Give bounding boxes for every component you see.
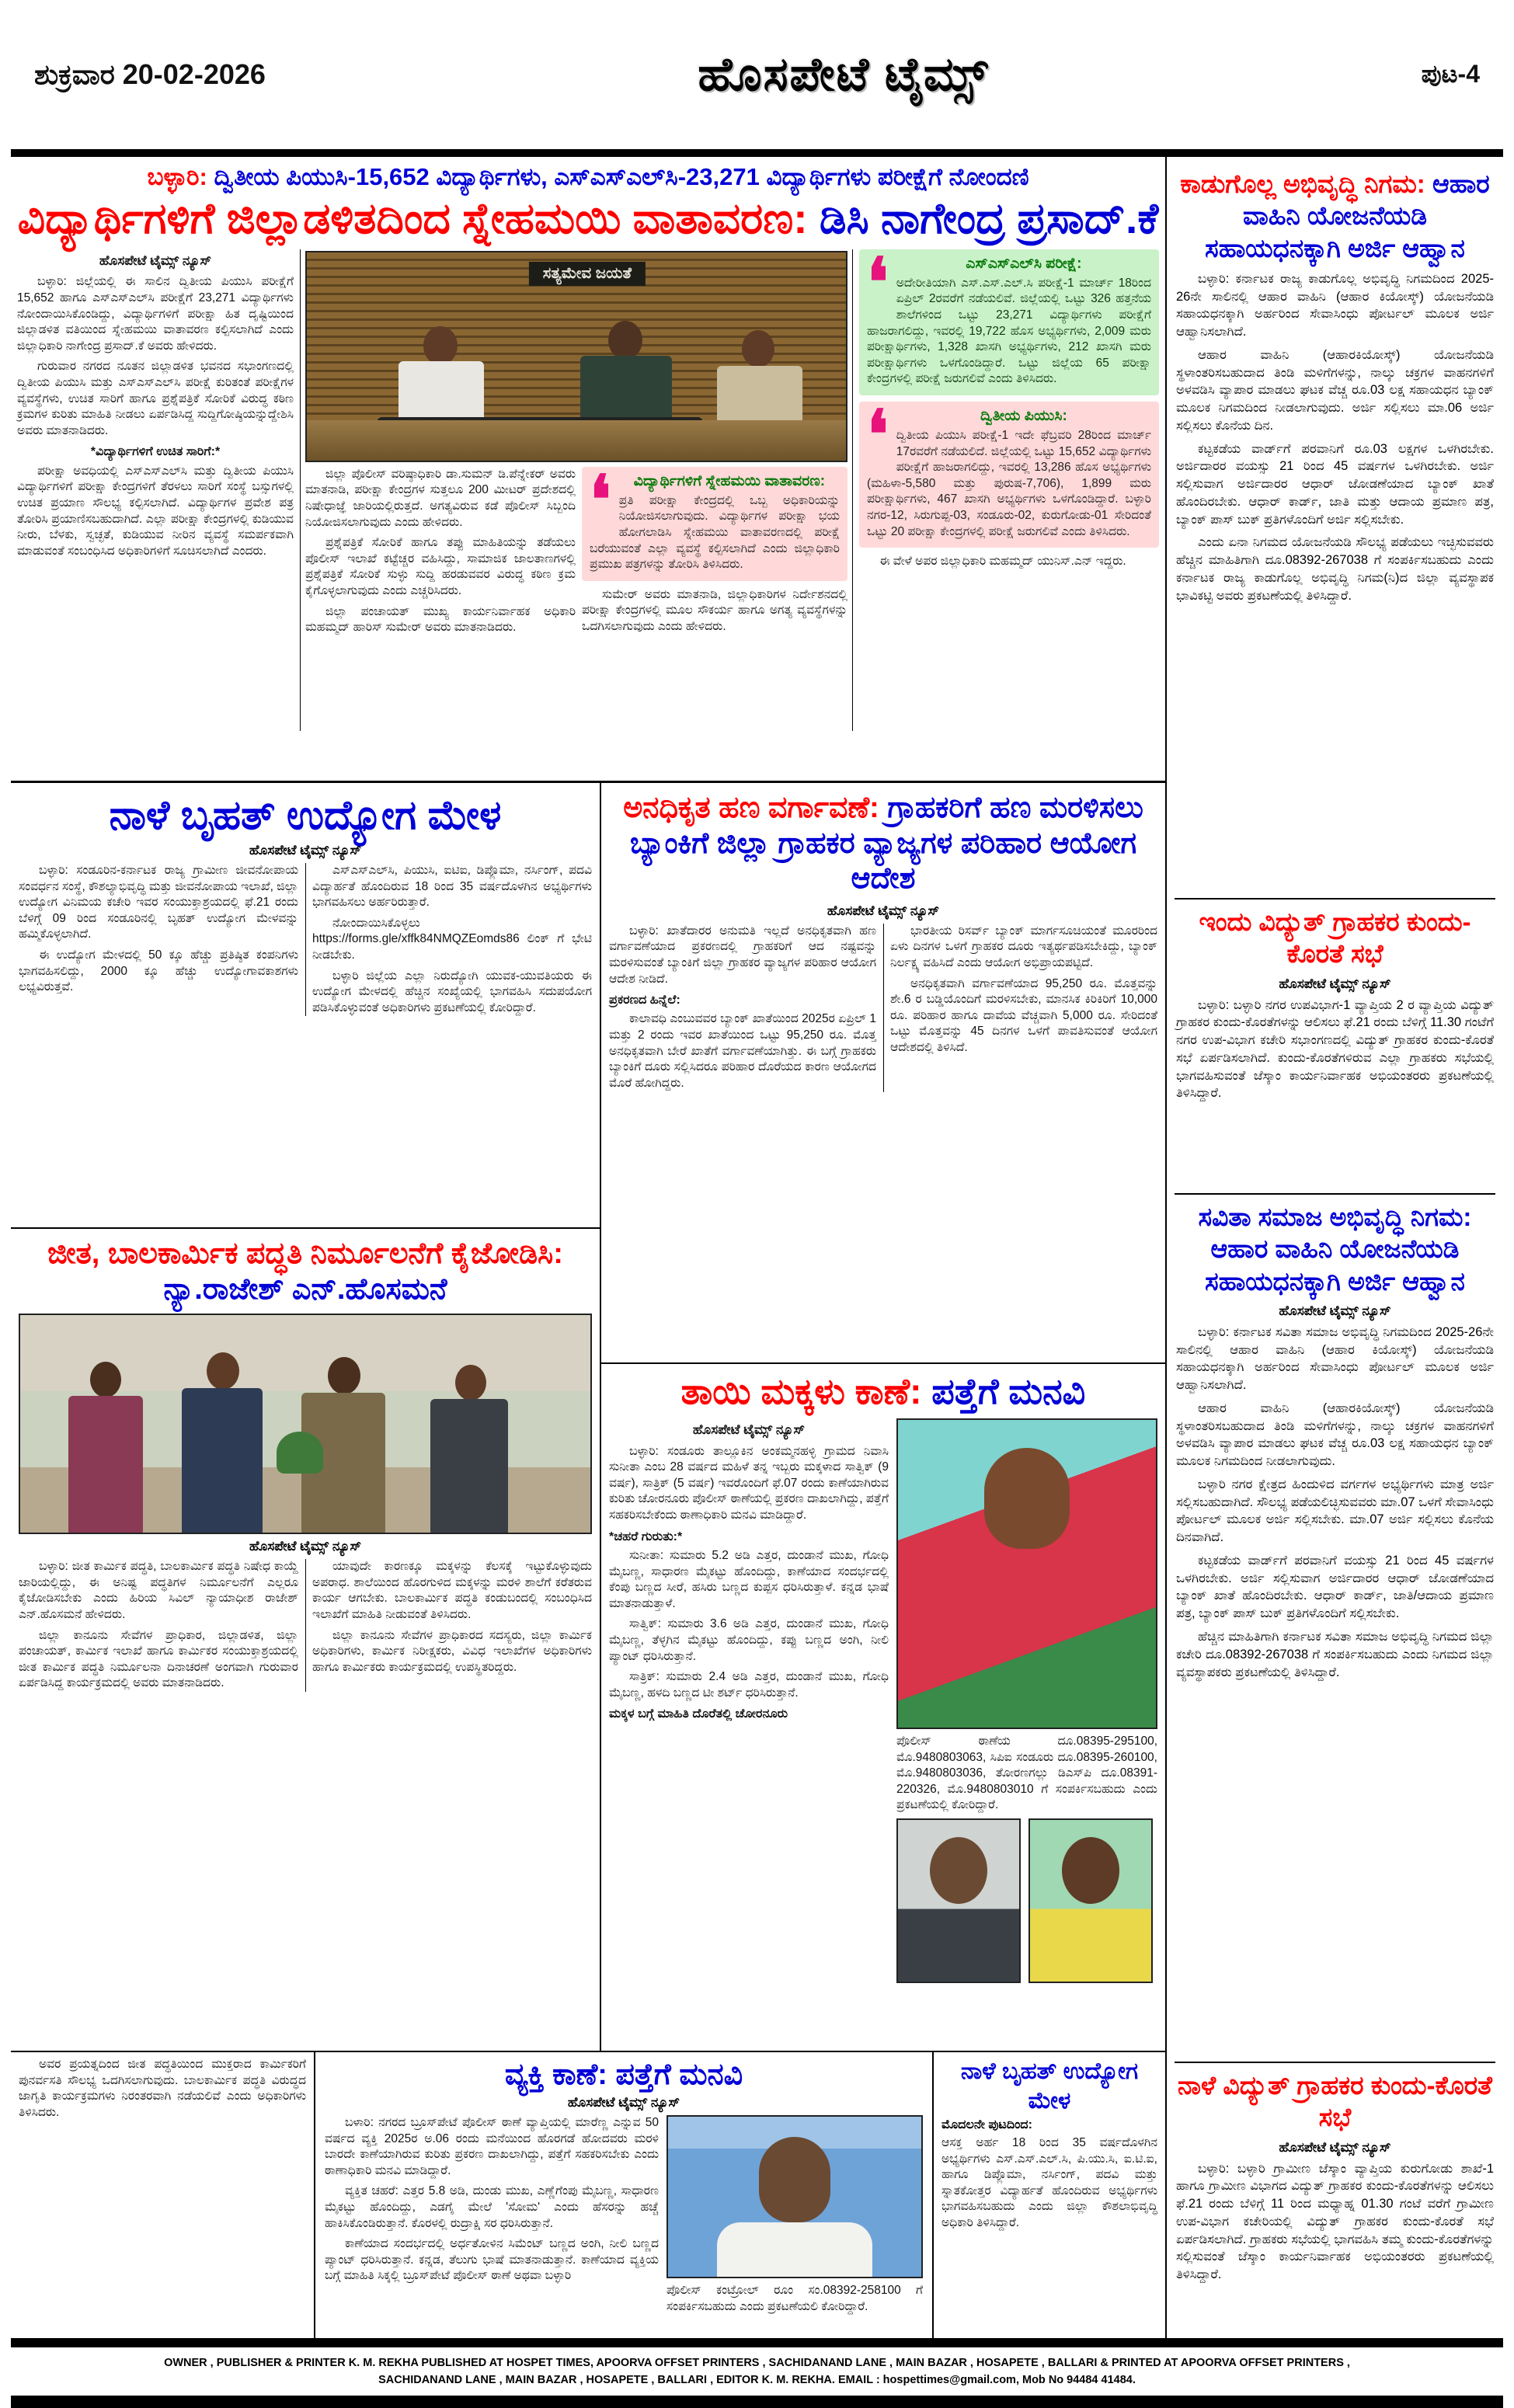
person-silhouette xyxy=(759,2137,830,2222)
job-fair-paragraph: ಈ ಉದ್ಯೋಗ ಮೇಳದಲ್ಲಿ 50 ಕ್ಕೂ ಹೆಚ್ಚು ಪ್ರತಿಷ್ಠಿತ ಕಂಪನಿಗಳು ಭಾಗವಹಿಸಲಿದ್ದು, 2000 ಕ್ಕೂ ಹೆಚ್ಚು ಉದ್ಯೋಗಾವಕಾಶಗಳು ಲಭ್ಯವಿರುತ್ತವೆ. xyxy=(19,948,298,994)
missing-person-text xyxy=(325,2115,667,2319)
kadugolla-paragraph: ಕಟ್ಟಕಡೆಯ ವಾರ್ಡ್‌ಗೆ ಪರವಾನಿಗೆ ರೂ.03 ಲಕ್ಷಗಳ ಒಳಗಿರಬೇಕು. ಅರ್ಜಿದಾರರ ವಯಸ್ಸು 21 ರಿಂದ 45 ವರ್ಷಗಳ ಒಳಗಿರಬೇಕು. ಅರ್ಜಿ ಸಲ್ಲಿಸುವಾಗ ಅರ್ಜಿದಾರರ ಆಧಾರ್ ಜೋಡಣೆಯಾದ ಬ್ಯಾಂಕ್ ಖಾತೆ ಹೊಂದಿರಬೇಕು. ಆಧಾರ್ ಕಾರ್ಡ್, ಜಾತಿ ಮತ್ತು ಆದಾಯ ಪ್ರಮಾಣ ಪತ್ರ, ಬ್ಯಾಂಕ್ ಪಾಸ್ ಬುಕ್ ಪ್ರತಿಗಳೊಂದಿಗೆ ಅರ್ಜಿ ಸಲ್ಲಿಸಬೇಕು. xyxy=(1176,441,1494,527)
missing-person-headline: ವ್ಯಕ್ತಿ ಕಾಣೆ: ಪತ್ತೆಗೆ ಮನವಿ xyxy=(504,2058,743,2091)
masthead-bar xyxy=(11,0,1503,149)
today-meeting-body xyxy=(1176,997,1494,1103)
missing-boy1-photo xyxy=(896,1818,1021,1983)
byline: ಹೊಸಪೇಟೆ ಟೈಮ್ಸ್ ನ್ಯೂಸ್ xyxy=(249,843,362,858)
kadugolla-headline xyxy=(1176,168,1494,264)
page-number: ಪುಟ-4 xyxy=(1421,60,1480,88)
missing-layout xyxy=(609,1418,1157,1983)
lead-headline xyxy=(11,194,1165,242)
savita-paragraph: ಬಳ್ಳಾರಿ: ಕರ್ನಾಟಕ ಸವಿತಾ ಸಮಾಜ ಅಭಿವೃದ್ಧಿ ನಿಗಮದಿಂದ 2025-26ನೇ ಸಾಲಿನಲ್ಲಿ ಆಹಾರ ವಾಹಿನಿ (ಆಹಾರ ಕಿಯೋಸ್ಕ್) ಯೋಜನೆಯಡಿ ಸಹಾಯಧನಕ್ಕಾಗಿ ಅರ್ಹರಿಂದ ಸೇವಾಸಿಂಧು ಪೋರ್ಟಲ್ ಮೂಲಕ ಅರ್ಜಿ ಆಹ್ವಾನಿಸಲಾಗಿದೆ. xyxy=(1176,1324,1494,1393)
tomorrow-meeting-body xyxy=(1176,2160,1494,2284)
imprint-text xyxy=(11,2347,1503,2396)
person-silhouette xyxy=(717,2222,872,2277)
missing-person-contact-text: ಪೊಲೀಸ್ ಕಂಟ್ರೋಲ್ ರೂಂ ಸಂ.08392-258100 ಗೆ ಸಂಪರ್ಕಿಸಬಹುದು ಎಂದು ಪ್ರಕಟಣೆಯಲಿ ಕೋರಿದ್ದಾರೆ. xyxy=(667,2284,923,2313)
byline: ಹೊಸಪೇಟೆ ಟೈಮ್ಸ್ ನ್ಯೂಸ್ xyxy=(99,252,212,268)
quote-box-body: ಪ್ರತಿ ಪರೀಕ್ಷಾ ಕೇಂದ್ರದಲ್ಲಿ ಒಬ್ಬ ಅಧಿಕಾರಿಯನ್ನು ನಿಯೋಜಿಸಲಾಗುವುದು. ವಿದ್ಯಾರ್ಥಿಗಳ ಪರೀಕ್ಷಾ ಭಯ ಹೋಗಲಾಡಿಸಿ ಸ್ನೇಹಮಯಿ ವಾತಾವರಣದಲ್ಲಿ ಪರೀಕ್ಷೆ ಬರೆಯುವಂತೆ ಎಲ್ಲಾ ವ್ಯವಸ್ಥೆ ಕಲ್ಪಿಸಲಾಗಿದೆ ಎಂದು ಜಿಲ್ಲಾಧಿಕಾರಿ ಪ್ರಮುಖ ಪತ್ರಗಳನ್ನು ತೋರಿಸಿ ತಿಳಿಸಿದರು. xyxy=(590,493,840,572)
savita-paragraph: ಬಳ್ಳಾರಿ ನಗರ ಕ್ಷೇತ್ರದ ಹಿಂದುಳಿದ ವರ್ಗಗಳ ಅಭ್ಯರ್ಥಿಗಳು ಮಾತ್ರ ಅರ್ಜಿ ಸಲ್ಲಿಸಬಹುದಾಗಿದೆ. ಸೌಲಭ್ಯ ಪಡೆಯಲಿಚ್ಛಿಸುವವರು ಮಾ.07 ಒಳಗೆ ಸೇವಾಸಿಂಧು ಪೋರ್ಟಲ್ ಮೂಲಕ ಅರ್ಜಿ ಸಲ್ಲಿಸಬೇಕು. ಮಾ.07 ಅರ್ಜಿ ಸಲ್ಲಿಸಲು ಕೊನೆಯ ದಿನವಾಗಿದೆ. xyxy=(1176,1477,1494,1545)
kadugolla-paragraph: ಆಹಾರ ವಾಹಿನಿ (ಆಹಾರಕಿಯೋಸ್ಕ್) ಯೋಜನೆಯಡಿ ಸ್ಥಳಾಂತರಿಸಬಹುದಾದ ತಿಂಡಿ ಮಳಿಗೆಗಳನ್ನು, ನಾಲ್ಕು ಚಕ್ರಗಳ ವಾಹನಗಳಿಗೆ ಅಳವಡಿಸಿ ವ್ಯಾಪಾರ ಮಾಡಲು ಘಟಕ ವೆಚ್ಚ ರೂ.03 ಲಕ್ಷ ಸಹಾಯಧನ ಬ್ಯಾಂಕ್ ಮೂಲಕ ನಿಗಮದಿಂದ ನೀಡಲಾಗುವುದು. ಅರ್ಜಿ ಸಲ್ಲಿಸಲು ಮಾ.06 ಅರ್ಜಿ ಸಲ್ಲಿಸಲು ಕೊನೆಯ ದಿನ. xyxy=(1176,347,1494,433)
quote-box-body: ಅದೇರೀತಿಯಾಗಿ ಎಸ್.ಎಸ್.ಎಲ್.ಸಿ ಪರೀಕ್ಷೆ-1 ಮಾರ್ಚ್ 18ರಿಂದ ಏಪ್ರಿಲ್ 2ರವರೆಗೆ ನಡೆಯಲಿವೆ. ಜಿಲ್ಲೆಯಲ್ಲಿ ಒಟ್ಟು 326 ಹತ್ತನೆಯ ಶಾಲೆಗಳಿಂದ ಒಟ್ಟು 23,271 ವಿದ್ಯಾರ್ಥಿಗಳು ಪರೀಕ್ಷೆಗೆ ಹಾಜರಾಗಲಿದ್ದು, ಇವರಲ್ಲಿ 19,722 ಹೊಸ ಅಭ್ಯರ್ಥಿಗಳು, 2,009 ಮರು ಪರೀಕ್ಷಾರ್ಥಿಗಳು, 1,328 ಖಾಸಗಿ ಅಭ್ಯರ್ಥಿಗಳು, 212 ಖಾಸಗಿ ಮರು ಪರೀಕ್ಷಾರ್ಥಿಗಳು ಒಳಗೊಂಡಿದ್ದಾರೆ. ಒಟ್ಟು ಜಿಲ್ಲೆಯ 65 ಪರೀಕ್ಷಾ ಕೇಂದ್ರಗಳಲ್ಲಿ ಪರೀಕ್ಷೆ ಜರುಗಲಿವೆ ಎಂದು ತಿಳಿಸಿದರು. xyxy=(867,276,1151,386)
missing-contact-text: ಪೊಲೀಸ್ ಠಾಣೆಯ ದೂ.08395-295100, ಮೊ.9480803063, ಸಿಪಿಐ ಸಂಡೂರು ದೂ.08395-260100, ಮೊ.9480803036, ತೋರಣಗಲ್ಲು ಡಿಎಸ್‌ಪಿ ದೂ.08391-220326, ಮೊ.9480803010 ಗೆ ಸಂಪರ್ಕಿಸಬಹುದು ಎಂದು ಪ್ರಕಟಣೆಯಲ್ಲಿ ಕೋರಿದ್ದಾರೆ. xyxy=(896,1735,1157,1812)
article-bonded-labour xyxy=(11,1229,600,2051)
bottom-band xyxy=(11,2051,1165,2338)
footer-rule-top xyxy=(11,2338,1503,2347)
lead-paragraph: ಜಿಲ್ಲಾ ಪೊಲೀಸ್ ವರಿಷ್ಠಾಧಿಕಾರಿ ಡಾ.ಸುಮನ್ ಡಿ.ಪೆನ್ನೇಕರ್ ಅವರು ಮಾತನಾಡಿ, ಪರೀಕ್ಷಾ ಕೇಂದ್ರಗಳ ಸುತ್ತಲೂ 200 ಮೀಟರ್ ಪ್ರದೇಶದಲ್ಲಿ ನಿಷೇಧಾಜ್ಞೆ ಜಾರಿಯಲ್ಲಿರುತ್ತದೆ. ಅಗತ್ಯವಿರುವ ಕಡೆ ಪೊಲೀಸ್ ಸಿಬ್ಬಂದಿ ನಿಯೋಜಿಸಲಾಗುವುದು ಎಂದು ಹೇಳಿದರು. xyxy=(305,467,576,529)
lead-paragraph: ಗುರುವಾರ ನಗರದ ನೂತನ ಜಿಲ್ಲಾಡಳಿತ ಭವನದ ಸಭಾಂಗಣದಲ್ಲಿ ದ್ವಿತೀಯ ಪಿಯುಸಿ ಮತ್ತು ಎಸ್‌ಎಸ್‌ಎಲ್‌ಸಿ ಪರೀಕ್ಷೆ ಕುರಿತಂತೆ ಪರೀಕ್ಷೆಗಳ ವ್ಯವಸ್ಥೆಗಳು, ಉಚಿತ ಸಾರಿಗೆ ಹಾಗೂ ಪ್ರಶ್ನೆಪತ್ರಿಕೆ ಸೋರಿಕೆ ವಿರುದ್ಧ ಕಠಿಣ ಕ್ರಮಗಳ ಕುರಿತು ಮಾಹಿತಿ ನೀಡಲು ಏರ್ಪಡಿಸಿದ್ದ ಸುದ್ದಿಗೋಷ್ಠಿಯನ್ನುದ್ದೇಶಿಸಿ ಅವರು ಮಾತನಾಡಿದರು. xyxy=(17,360,294,437)
job-fair-paragraph: ಬಳ್ಳಾರಿ ಜಿಲ್ಲೆಯ ಎಲ್ಲಾ ನಿರುದ್ಯೋಗಿ ಯುವಕ-ಯುವತಿಯರು ಈ ಉದ್ಯೋಗ ಮೇಳದಲ್ಲಿ ಹೆಚ್ಚಿನ ಸಂಖ್ಯೆಯಲ್ಲಿ ಭಾಗವಹಿಸಿ ಸದುಪಯೋಗ ಪಡಿಸಿಕೊಳ್ಳುವಂತೆ ಅಧಿಕಾರಿಗಳು ಪ್ರಕಟಣೆಯಲ್ಲಿ ಕೋರಿದ್ದಾರೆ. xyxy=(312,969,592,1014)
photo-board-text: ಸತ್ಯಮೇವ ಜಯತೆ xyxy=(529,262,646,286)
middle-band-left xyxy=(11,783,601,2051)
quote-box-puc xyxy=(859,398,1159,548)
kadugolla-paragraph: ಎಂದು ಏನಾ ನಿಗಮದ ಯೋಜನೆಯಡಿ ಸೌಲಭ್ಯ ಪಡೆಯಲು ಇಚ್ಛಿಸುವವರು ಹೆಚ್ಚಿನ ಮಾಹಿತಿಗಾಗಿ ದೂ.08392-267038 ಗೆ ಸಂಪರ್ಕಿಸಬಹುದು ಎಂದು ಕರ್ನಾಟಕ ರಾಜ್ಯ ಕಾಡುಗೊಲ್ಲ ಅಭಿವೃದ್ಧಿ ನಿಗಮ(ನಿ)ದ ಜಿಲ್ಲಾ ವ್ಯವಸ್ಥಾಪಕ ಭಾವಿಕಟ್ಟಿ ಅವರು ಪ್ರಕಟಣೆಯಲ್ಲಿ ತಿಳಿಸಿದ್ದಾರೆ. xyxy=(1176,535,1494,603)
left-zone xyxy=(11,157,1165,2338)
job-fair-cont-paragraph: ಆಸಕ್ತ ಅರ್ಹ 18 ರಿಂದ 35 ವರ್ಷದೊಳಗಿನ ಅಭ್ಯರ್ಥಿಗಳು ಎಸ್.ಎಸ್.ಎಲ್.ಸಿ, ಪಿ.ಯು.ಸಿ, ಐ.ಟಿ.ಐ, ಹಾಗೂ ಡಿಪ್ಲೊಮಾ, ನರ್ಸಿಂಗ್, ಪದವಿ ಮತ್ತು ಸ್ನಾತಕೋತ್ತರ ವಿದ್ಯಾರ್ಹತೆ ಹೊಂದಿರುವ ಅಭ್ಯರ್ಥಿಗಳು ಭಾಗವಹಿಸಬಹುದು ಎಂದು ಜಿಲ್ಲಾ ಕೌಶಲಾಭಿವೃದ್ಧಿ ಅಧಿಕಾರಿ ತಿಳಿಸಿದ್ದಾರೆ. xyxy=(941,2136,1157,2230)
lead-column-2 xyxy=(305,467,582,641)
bonded-paragraph: ಜಿಲ್ಲಾ ಕಾನೂನು ಸೇವೆಗಳ ಪ್ರಾಧಿಕಾರದ ಸದಸ್ಯರು, ಜಿಲ್ಲಾ ಕಾರ್ಮಿಕ ಅಧಿಕಾರಿಗಳು, ಕಾರ್ಮಿಕ ನಿರೀಕ್ಷಕರು, ವಿವಿಧ ಇಲಾಖೆಗಳ ಅಧಿಕಾರಿಗಳು ಹಾಗೂ ಕಾರ್ಮಿಕರು ಕಾರ್ಯಕ್ರಮದಲ್ಲಿ ಉಪಸ್ಥಿತರಿದ್ದರು. xyxy=(312,1628,592,1674)
tomorrow-meeting-paragraph: ಬಳ್ಳಾರಿ: ಬಳ್ಳಾರಿ ಗ್ರಾಮೀಣ ಜೆಸ್ಕಾಂ ವ್ಯಾಪ್ತಿಯ ಕುರುಗೋಡು ಶಾಖೆ-1 ಹಾಗೂ ಗ್ರಾಮೀಣ ವಿಭಾಗದ ವಿದ್ಯುತ್ ಗ್ರಾಹಕರ ಕುಂದು-ಕೊರತೆಗಳನ್ನು ಆಲಿಸಲು ಫೆ.21 ರಂದು ಬೆಳಿಗ್ಗೆ 11 ರಿಂದ ಮಧ್ಯಾಹ್ನ 01.30 ಗಂಟೆ ವರೆಗೆ ಗ್ರಾಮೀಣ ಉಪ-ವಿಭಾಗ ಕಚೇರಿಯಲ್ಲಿ ವಿದ್ಯುತ್ ಗ್ರಾಹಕರ ಕುಂದು-ಕೊರತೆ ಸಭೆ ಏರ್ಪಡಿಸಲಾಗಿದೆ. ಗ್ರಾಹಕರು ಸಭೆಯಲ್ಲಿ ಭಾಗವಹಿಸಿ ತಮ್ಮ ಕುಂದು-ಕೊರತೆಗಳನ್ನು ಸಲ್ಲಿಸುವಂತೆ ಜೆಸ್ಕಾಂ ಕಾರ್ಯನಿರ್ವಾಹಕ ಅಭಿಯಂತರರು ಪ್ರಕಟಣೆಯಲ್ಲಿ ತಿಳಿಸಿದ್ದಾರೆ. xyxy=(1176,2161,1494,2282)
middle-band xyxy=(11,783,1165,2051)
bonded-headline-main: ಜೀತ, ಬಾಲಕಾರ್ಮಿಕ ಪದ್ಧತಿ ನಿರ್ಮೂಲನೆಗೆ ಕೈಜೋಡಿಸಿ: xyxy=(47,1237,563,1270)
bank-paragraph: ಅನಧಿಕೃತವಾಗಿ ವರ್ಗಾವಣೆಯಾದ 95,250 ರೂ. ಮೊತ್ತವನ್ನು ಶೇ.6 ರ ಬಡ್ಡಿಯೊಂದಿಗೆ ಮರಳಿಸಬೇಕು, ಮಾನಸಿಕ ಕಿರಿಕಿರಿಗೆ 10,000 ರೂ. ಪರಿಹಾರ ಹಾಗೂ ದಾವೆಯ ವೆಚ್ಚವಾಗಿ 5,000 ರೂ. ಸೇರಿದಂತೆ ಒಟ್ಟು ಮೊತ್ತವನ್ನು 45 ದಿನಗಳ ಒಳಗೆ ಪಾವತಿಸುವಂತೆ ಆಯೋಗ ಆದೇಶದಲ್ಲಿ ತಿಳಿಸಿದೆ. xyxy=(890,976,1157,1055)
missing-headline xyxy=(609,1370,1157,1414)
imprint-line-2: SACHIDANAND LANE , MAIN BAZAR , HOSAPETE , BALLARI , EDITOR K. M. REKHA. EMAIL : hospettimes@gmail.com, Mob No 94484 41484. xyxy=(378,2374,1136,2386)
missing-text-column xyxy=(609,1418,896,1983)
article-today-grievance-meeting xyxy=(1175,898,1495,1193)
article-missing-person xyxy=(315,2052,932,2338)
article-kadugolla-corporation xyxy=(1175,162,1495,898)
lead-kicker-location: ಬಳ್ಳಾರಿ: xyxy=(147,163,207,190)
bank-headline xyxy=(609,791,1157,897)
quote-icon: ❛ xyxy=(590,462,611,538)
missing-paragraph: ಬಳ್ಳಾರಿ: ಸಂಡೂರು ತಾಲ್ಲೂಕಿನ ಅಂಕಮ್ಮನಹಳ್ಳಿ ಗ್ರಾಮದ ನಿವಾಸಿ ಸುನೀತಾ ಎಂಬ 28 ವರ್ಷದ ಮಹಿಳೆ ತನ್ನ ಇಬ್ಬರು ಮಕ್ಕಳಾದ ಸಾತ್ವಿಕ್ (9 ವರ್ಷ), ಸಾತ್ರಿಕ್ (5 ವರ್ಷ) ಇವರೊಂದಿಗೆ ಫೆ.07 ರಂದು ಕಾಣೆಯಾಗಿರುವ ಕುರಿತು ಚೋರನೂರು ಪೊಲೀಸ್ ಠಾಣೆಯಲ್ಲಿ ಪ್ರಕರಣ ದಾಖಲಾಗಿದ್ದು, ಪತ್ತೆಗೆ ಸಹಕರಿಸಬೇಕೆಂದು ಠಾಣಾಧಿಕಾರಿ ಮನವಿ ಮಾಡಿದ್ದಾರೆ. xyxy=(609,1444,889,1522)
lead-mid-bottom xyxy=(305,462,847,641)
lead-subhead-transport: *ವಿದ್ಯಾರ್ಥಿಗಳಿಗೆ ಉಚಿತ ಸಾರಿಗೆ:* xyxy=(90,445,221,459)
missing-person-description: ವ್ಯಕ್ತಿತ ಚಹರೆ: ಎತ್ತರ 5.8 ಅಡಿ, ದುಂಡು ಮುಖ, ಎಣ್ಣೆಗೆಂಪು ಮೈಬಣ್ಣ, ಸಾಧಾರಣ ಮೈಕಟ್ಟು ಹೊಂದಿದ್ದು, ಎಡಗೈ ಮೇಲೆ 'ಸೋಮ' ಎಂದು ಹೆಸರನ್ನು ಹಚ್ಚೆ ಹಾಕಿಸಿಕೊಂಡಿರುತ್ತಾನೆ. ಕೊರಳಲ್ಲಿ ರುದ್ರಾಕ್ಷಿ ಸರ ಧರಿಸಿರುತ್ತಾನೆ. xyxy=(325,2184,659,2230)
kadugolla-headline-detail: ಆಹಾರ ವಾಹಿನಿ ಯೋಜನೆಯಡಿ ಸಹಾಯಧನಕ್ಕಾಗಿ ಅರ್ಜಿ ಆಹ್ವಾನ xyxy=(1205,169,1490,263)
person-silhouette xyxy=(68,1396,143,1534)
article-job-fair-continued xyxy=(932,2052,1165,2338)
person-silhouette xyxy=(423,326,458,365)
byline: ಹೊಸಪೇಟೆ ಟೈಮ್ಸ್ ನ್ಯೂಸ್ xyxy=(692,1422,806,1437)
lead-paragraph: ಪ್ರಶ್ನೆಪತ್ರಿಕೆ ಸೋರಿಕೆ ಹಾಗೂ ತಪ್ಪು ಮಾಹಿತಿಯನ್ನು ತಡೆಯಲು ಪೊಲೀಸ್ ಇಲಾಖೆ ಕಟ್ಟೆಚ್ಚರ ವಹಿಸಿದ್ದು, ಸಾಮಾಜಿಕ ಜಾಲತಾಣಗಳಲ್ಲಿ ಪ್ರಶ್ನೆಪತ್ರಿಕೆ ಸೋರಿಕೆ ಸುಳ್ಳು ಸುದ್ದಿ ಹರಡುವವರ ವಿರುದ್ಧ ಕಠಿಣ ಕ್ರಮ ಕೈಗೊಳ್ಳಲಾಗುವುದು ಎಂದು ಎಚ್ಚರಿಸಿದರು. xyxy=(305,536,576,598)
footer-rule-bottom xyxy=(11,2396,1503,2408)
article-savita-corporation xyxy=(1175,1193,1495,2062)
missing-headline-topic: ತಾಯಿ ಮಕ್ಕಳು ಕಾಣೆ: xyxy=(680,1371,922,1411)
missing-headline-appeal: ಪತ್ತೆಗೆ ಮನವಿ xyxy=(931,1371,1086,1411)
kadugolla-body xyxy=(1176,270,1494,605)
missing-description-mother: ಸುನೀತಾ: ಸುಮಾರು 5.2 ಅಡಿ ಎತ್ತರ, ದುಂಡಾನೆ ಮುಖ, ಗೋಧಿ ಮೈಬಣ್ಣ, ಸಾಧಾರಣ ಮೈಕಟ್ಟು ಹೊಂದಿದ್ದು, ಕಾಣೆಯಾದ ಸಂದರ್ಭದಲ್ಲಿ ಕೆಂಪು ಬಣ್ಣದ ಸೀರೆ, ಹಸಿರು ಬಣ್ಣದ ಕುಪ್ಪಸ ಧರಿಸಿರುತ್ತಾಳೆ. ಕನ್ನಡ ಭಾಷೆ ಮಾತನಾಡುತ್ತಾಳೆ. xyxy=(609,1548,889,1610)
missing-photo-column xyxy=(896,1418,1157,1983)
main-content xyxy=(11,157,1503,2338)
missing-person-layout xyxy=(325,2115,923,2319)
missing-boys-photos xyxy=(896,1818,1157,1983)
byline: ಹೊಸಪೇಟೆ ಟೈಮ್ಸ್ ನ್ಯೂಸ್ xyxy=(249,1539,362,1554)
edition-date: ಶುಕ್ರವಾರ 20-02-2026 xyxy=(34,57,266,90)
missing-description-boy1: ಸಾತ್ವಿಕ್: ಸುಮಾರು 3.6 ಅಡಿ ಎತ್ತರ, ದುಂಡಾನೆ ಮುಖ, ಗೋಧಿ ಮೈಬಣ್ಣ, ತೆಳ್ಳಗಿನ ಮೈಕಟ್ಟು ಹೊಂದಿದ್ದು, ಕಪ್ಪು ಬಣ್ಣದ ಅಂಗಿ, ನೀಲಿ ಪ್ಯಾಂಟ್ ಧರಿಸಿರುತ್ತಾನೆ. xyxy=(609,1617,889,1663)
bonded-labour-body xyxy=(19,1559,592,1692)
person-silhouette xyxy=(182,1388,263,1534)
savita-paragraph: ಆಹಾರ ವಾಹಿನಿ (ಆಹಾರಕಿಯೋಸ್ಕ್) ಯೋಜನೆಯಡಿ ಸ್ಥಳಾಂತರಿಸಬಹುದಾದ ತಿಂಡಿ ಮಳಿಗೆಗಳನ್ನು, ನಾಲ್ಕು ಚಕ್ರಗಳ ವಾಹನಗಳಿಗೆ ಅಳವಡಿಸಿ ವ್ಯಾಪಾರ ಮಾಡಲು ಘಟಕ ವೆಚ್ಚ ರೂ.03 ಲಕ್ಷ ಸಹಾಯಧನ ಬ್ಯಾಂಕ್ ಮೂಲಕ ನಿಗಮದಿಂದ ನೀಡಲಾಗುವುದು. xyxy=(1176,1401,1494,1469)
lead-columns xyxy=(11,249,1165,731)
tomorrow-meeting-headline: ನಾಳೆ ವಿದ್ಯುತ್ ಗ್ರಾಹಕರ ಕುಂದು-ಕೊರತೆ ಸಭೆ xyxy=(1178,2071,1492,2132)
job-fair-body xyxy=(19,863,592,1016)
job-fair-cont-body xyxy=(941,2135,1157,2232)
person-silhouette xyxy=(328,1357,360,1394)
lead-paragraph: ಸುಮೇರ್ ಅವರು ಮಾತನಾಡಿ, ಜಿಲ್ಲಾಧಿಕಾರಿಗಳ ನಿರ್ದೇಶನದಲ್ಲಿ ಪರೀಕ್ಷಾ ಕೇಂದ್ರಗಳಲ್ಲಿ ಮೂಲ ಸೌಕರ್ಯ ಹಾಗೂ ಅಗತ್ಯ ವ್ಯವಸ್ಥೆಗಳನ್ನು ಒದಗಿಸಲಾಗುವುದು ಎಂದು ಹೇಳಿದರು. xyxy=(582,587,847,634)
bank-headline-topic: ಅನಧಿಕೃತ ಹಣ ವರ್ಗಾವಣೆ: xyxy=(623,792,879,824)
lead-kicker-text: ದ್ವಿತೀಯ ಪಿಯುಸಿ-15,652 ವಿದ್ಯಾರ್ಥಿಗಳು, ಎಸ್‌ಎಸ್‌ಎಲ್‌ಸಿ-23,271 ವಿದ್ಯಾರ್ಥಿಗಳು ಪರೀಕ್ಷೆಗೆ ನೋಂದಣಿ xyxy=(214,163,1029,190)
job-fair-paragraph: ಎಸ್‌ಎಸ್‌ಎಲ್‌ಸಿ, ಪಿಯುಸಿ, ಐಟಿಐ, ಡಿಪ್ಲೊಮಾ, ನರ್ಸಿಂಗ್, ಪದವಿ ವಿದ್ಯಾರ್ಹತೆ ಹೊಂದಿರುವ 18 ರಿಂದ 35 ವರ್ಷದೊಳಗಿನ ಅಭ್ಯರ್ಥಿಗಳು ಭಾಗವಹಿಸಲು ಅರ್ಹರಿರುತ್ತಾರೆ. xyxy=(312,864,592,910)
today-meeting-headline: ಇಂದು ವಿದ್ಯುತ್ ಗ್ರಾಹಕರ ಕುಂದು-ಕೊರತೆ ಸಭೆ xyxy=(1199,907,1471,969)
lead-paragraph: ಪರೀಕ್ಷಾ ಅವಧಿಯಲ್ಲಿ ಎಸ್‌ಎಸ್‌ಎಲ್‌ಸಿ ಮತ್ತು ದ್ವಿತೀಯ ಪಿಯುಸಿ ವಿದ್ಯಾರ್ಥಿಗಳಿಗೆ ಪರೀಕ್ಷಾ ಕೇಂದ್ರಗಳಿಗೆ ತೆರಳಲು ಸಾರಿಗೆ ಸಂಸ್ಥೆ ಬಸ್ಸುಗಳಲ್ಲಿ ಉಚಿತ ಪ್ರಯಾಣ ಸೌಲಭ್ಯ ಕಲ್ಪಿಸಲಾಗಿದೆ. ವಿದ್ಯಾರ್ಥಿಗಳ ಪ್ರವೇಶ ಪತ್ರ ತೋರಿಸಿ ಪ್ರಯಾಣಿಸಬಹುದಾಗಿದೆ. ಎಲ್ಲಾ ಪರೀಕ್ಷಾ ಕೇಂದ್ರಗಳಲ್ಲಿ ಕುಡಿಯುವ ನೀರು, ಬೆಳಕು, ಸ್ವಚ್ಛತೆ, ಕುಡಿಯುವ ನೀರಿನ ವ್ಯವಸ್ಥೆ ಸಮರ್ಪಕವಾಗಿ ಮಾಡುವಂತೆ ಸಂಬಂಧಿಸಿದ ಅಧಿಕಾರಿಗಳಿಗೆ ಸೂಚಿಸಲಾಗಿದೆ ಎಂದರು. xyxy=(17,464,294,558)
byline: ಹೊಸಪೇಟೆ ಟೈಮ್ಸ್ ನ್ಯೂಸ್ xyxy=(1279,1303,1391,1318)
missing-woman-photo xyxy=(896,1418,1157,1729)
quote-box-title: ದ್ವಿತೀಯ ಪಿಯುಸಿ: xyxy=(980,408,1067,425)
right-column xyxy=(1165,157,1503,2338)
job-fair-cont-headline: ನಾಳೆ ಬೃಹತ್ ಉದ್ಯೋಗ ಮೇಳ xyxy=(960,2058,1139,2114)
missing-contact-numbers xyxy=(896,1734,1157,1814)
bank-headline-detail: ಗ್ರಾಹಕರಿಗೆ ಹಣ ಮರಳಿಸಲು ಬ್ಯಾಂಕಿಗೆ ಜಿಲ್ಲಾ ಗ್ರಾಹಕರ ವ್ಯಾಜ್ಯಗಳ ಪರಿಹಾರ ಆಯೋಗ ಆದೇಶ xyxy=(629,792,1143,896)
missing-children-caption: ಮಕ್ಕಳ ಬಗ್ಗೆ ಮಾಹಿತಿ ದೊರೆತಲ್ಲಿ ಚೋರನೂರು xyxy=(609,1707,788,1721)
header-rule xyxy=(11,149,1503,157)
quote-box-title: ಎಸ್‌ಎಸ್‌ಎಲ್‌ಸಿ ಪರೀಕ್ಷೆ: xyxy=(966,255,1082,272)
imprint-line-1: OWNER , PUBLISHER & PRINTER K. M. REKHA PUBLISHED AT HOSPET TIMES, APOORVA OFFSET PRINTERS , SACHIDANAND LANE , MAIN BAZAR , HOSAPETE , BALLARI & PRINTED AT APOORVA OFFSET PRINTERS , xyxy=(164,2357,1350,2369)
byline: ಹೊಸಪೇಟೆ ಟೈಮ್ಸ್ ನ್ಯೂಸ್ xyxy=(827,903,940,918)
quote-box-title: ವಿದ್ಯಾರ್ಥಿಗಳಿಗೆ ಸ್ನೇಹಮಯಿ ವಾತಾವರಣ: xyxy=(633,472,826,489)
lead-column-4 xyxy=(853,249,1165,731)
savita-headline: ಸವಿತಾ ಸಮಾಜ ಅಭಿವೃದ್ಧಿ ನಿಗಮ: ಆಹಾರ ವಾಹಿನಿ ಯೋಜನೆಯಡಿ ಸಹಾಯಧನಕ್ಕಾಗಿ ಅರ್ಜಿ ಆಹ್ವಾನ xyxy=(1198,1202,1472,1296)
quote-box-atmosphere xyxy=(582,462,847,581)
missing-subhead-description: *ಚಹರೆ ಗುರುತು:* xyxy=(609,1529,683,1543)
lead-column-1 xyxy=(11,249,300,731)
bonded-paragraph: ಜಿಲ್ಲಾ ಕಾನೂನು ಸೇವೆಗಳ ಪ್ರಾಧಿಕಾರ, ಜಿಲ್ಲಾಡಳಿತ, ಜಿಲ್ಲಾ ಪಂಚಾಯತ್, ಕಾರ್ಮಿಕ ಇಲಾಖೆ ಹಾಗೂ ಕಾರ್ಮಿಕರ ಸಂಯುಕ್ತಾಶ್ರಯದಲ್ಲಿ ಜೀತ ಕಾರ್ಮಿಕ ಪದ್ಧತಿ ನಿರ್ಮೂಲನಾ ದಿನಾಚರಣೆ ಅಂಗವಾಗಿ ಗುರುವಾರ ಏರ್ಪಡಿಸಿದ್ದ ಕಾರ್ಯಕ್ರಮದಲ್ಲಿ ಅವರು ಮಾತನಾಡಿದರು. xyxy=(19,1628,298,1690)
lead-paragraph: ಬಳ್ಳಾರಿ: ಜಿಲ್ಲೆಯಲ್ಲಿ ಈ ಸಾಲಿನ ದ್ವಿತೀಯ ಪಿಯುಸಿ ಪರೀಕ್ಷೆಗೆ 15,652 ಹಾಗೂ ಎಸ್‌ಎಸ್‌ಎಲ್‌ಸಿ ಪರೀಕ್ಷೆಗೆ 23,271 ವಿದ್ಯಾರ್ಥಿಗಳು ನೋಂದಾಯಿಸಿಕೊಂಡಿದ್ದು, ವಿದ್ಯಾರ್ಥಿಗಳಿಗೆ ಪರೀಕ್ಷಾ ಹಿತ ದೃಷ್ಟಿಯಿಂದ ಜಿಲ್ಲಾಡಳಿತ ವತಿಯಿಂದ ಸ್ನೇಹಮಯಿ ವಾತಾವರಣ ಕಲ್ಪಿಸಲಾಗಿದೆ ಎಂದು ಜಿಲ್ಲಾಧಿಕಾರಿ ನಾಗೇಂದ್ರ ಪ್ರಸಾದ್.ಕೆ ಅವರು ಹೇಳಿದರು. xyxy=(17,275,294,353)
missing-person-paragraph: ಬಳಾರಿ: ನಗರದ ಬ್ರೂಸ್‌ಪೇಟೆ ಪೊಲೀಸ್ ಠಾಣೆ ವ್ಯಾಪ್ತಿಯಲ್ಲಿ ಮಾರೆಣ್ಣ ಎನ್ನುವ 50 ವರ್ಷದ ವ್ಯಕ್ತಿ 2025ರ ಅ.06 ರಂದು ಮನೆಯಿಂದ ಹೊರಗಡೆ ಹೋದವರು ಮರಳಿ ಬಾರದೇ ಕಾಣೆಯಾಗಿರುವ ಕುರಿತು ಪ್ರಕರಣ ದಾಖಲಾಗಿದ್ದು, ಪತ್ತೆಗೆ ಸಹಕರಿಸಬೇಕು ಎಂದು ಠಾಣಾಧಿಕಾರಿ ಮನವಿ ಮಾಡಿದ್ದಾರೆ. xyxy=(325,2116,659,2177)
kadugolla-paragraph: ಬಳ್ಳಾರಿ: ಕರ್ನಾಟಕ ರಾಜ್ಯ ಕಾಡುಗೊಲ್ಲ ಅಭಿವೃದ್ಧಿ ನಿಗಮದಿಂದ 2025-26ನೇ ಸಾಲಿನಲ್ಲಿ ಆಹಾರ ವಾಹಿನಿ (ಆಹಾರ ಕಿಯೋಸ್ಕ್) ಯೋಜನೆಯಡಿ ಸಹಾಯಧನಕ್ಕಾಗಿ ಅರ್ಹರಿಂದ ಸೇವಾಸಿಂಧು ಪೋರ್ಟಲ್ ಮೂಲಕ ಅರ್ಜಿ ಆಹ್ವಾನಿಸಲಾಗಿದೆ. xyxy=(1176,271,1494,339)
missing-person-side xyxy=(667,2115,923,2319)
quote-box-body: ದ್ವಿತೀಯ ಪಿಯುಸಿ ಪರೀಕ್ಷೆ-1 ಇದೇ ಫೆಬ್ರವರಿ 28ರಿಂದ ಮಾರ್ಚ್ 17ರವರೆಗೆ ನಡೆಯಲಿದೆ. ಜಿಲ್ಲೆಯಲ್ಲಿ ಒಟ್ಟು 15,652 ವಿದ್ಯಾರ್ಥಿಗಳು ಪರೀಕ್ಷೆಗೆ ಹಾಜರಾಗಲಿದ್ದು, ಇವರಲ್ಲಿ 13,286 ಹೊಸ ಅಭ್ಯರ್ಥಿಗಳು (ಮಹಿಳಾ-5,580 ಮತ್ತು ಪುರುಷ-7,706), 1,899 ಮರು ಪರೀಕ್ಷಾರ್ಥಿಗಳು, 467 ಖಾಸಗಿ ಅಭ್ಯರ್ಥಿಗಳು ಒಳಗೊಂಡಿದ್ದಾರೆ. ಬಳ್ಳಾರಿ ನಗರ-12, ಸಿರುಗುಪ್ಪ-03, ಸಂಡೂರು-02, ಕುರುಗೋಡು-01 ಸೇರಿದಂತೆ ಒಟ್ಟು 20 ಪರೀಕ್ಷಾ ಕೇಂದ್ರಗಳಲ್ಲಿ ಪರೀಕ್ಷೆ ಜರುಗಲಿವೆ ಎಂದು ತಿಳಿಸಿದರು. xyxy=(867,429,1151,538)
article-tomorrow-grievance-meeting xyxy=(1175,2062,1495,2333)
job-fair-paragraph: ಬಳ್ಳಾರಿ: ಸಂಡೂರಿನ-ಕರ್ನಾಟಕ ರಾಜ್ಯ ಗ್ರಾಮೀಣ ಜೀವನೋಪಾಯ ಸಂವರ್ಧನ ಸಂಸ್ಥೆ, ಕೌಶಲ್ಯಾಭಿವೃದ್ಧಿ ಮತ್ತು ಜೀವನೋಪಾಯ ಇಲಾಖೆ, ಜಿಲ್ಲಾ ಉದ್ಯೋಗ ವಿನಿಮಯ ಕಚೇರಿ ಇವರ ಸಂಯುಕ್ತಾಶ್ರಯದಲ್ಲಿ ಫೆ.21 ರಂದು ಬೆಳಿಗ್ಗೆ 09 ರಿಂದ ಸಂಡೂರಿನಲ್ಲಿ ಬೃಹತ್ ಉದ್ಯೋಗ ಮೇಳವನ್ನು ಹಮ್ಮಿಕೊಳ್ಳಲಾಗಿದೆ. xyxy=(19,864,298,941)
kadugolla-headline-topic: ಕಾಡುಗೊಲ್ಲ ಅಭಿವೃದ್ಧಿ ನಿಗಮ: xyxy=(1180,169,1425,198)
bonded-labour-continuation xyxy=(11,2052,315,2338)
article-lead-exams xyxy=(11,157,1165,783)
byline: ಹೊಸಪೇಟೆ ಟೈಮ್ಸ್ ನ್ಯೂಸ್ xyxy=(567,2095,680,2110)
bank-paragraph: ಕಾಲಾವಧಿ ಎಂಬುವವರ ಬ್ಯಾಂಕ್ ಖಾತೆಯಿಂದ 2025ರ ಏಪ್ರಿಲ್ 1 ಮತ್ತು 2 ರಂದು ಇವರ ಖಾತೆಯಿಂದ ಒಟ್ಟು 95,250 ರೂ. ಮೊತ್ತ ಅನಧಿಕೃತವಾಗಿ ಬೇರೆ ಖಾತೆಗೆ ವರ್ಗಾವಣೆಯಾಗಿತ್ತು. ಈ ಬಗ್ಗೆ ಗ್ರಾಹಕರು ಬ್ಯಾಂಕಿಗೆ ದೂರು ಸಲ್ಲಿಸಿದರೂ ಪರಿಹಾರ ದೊರೆಯದ ಕಾರಣ ಆಯೋಗದ ಮೊರೆ ಹೋಗಿದ್ದರು. xyxy=(609,1012,876,1090)
bonded-headline-attrib: ನ್ಯಾ.ರಾಜೇಶ್ ಎನ್.ಹೊಸಮನೆ xyxy=(163,1272,447,1306)
savita-paragraph: ಕಟ್ಟಕಡೆಯ ವಾರ್ಡ್‌ಗೆ ಪರವಾನಿಗೆ ವಯಸ್ಸು 21 ರಿಂದ 45 ವರ್ಷಗಳ ಒಳಗಿರಬೇಕು. ಅರ್ಜಿ ಸಲ್ಲಿಸುವಾಗ ಅರ್ಜಿದಾರರ ಆಧಾರ್ ಜೋಡಣೆಯಾದ ಬ್ಯಾಂಕ್ ಖಾತೆ ಹೊಂದಿರಬೇಕು. ಆಧಾರ್ ಕಾರ್ಡ್, ಜಾತಿ/ಆದಾಯ ಪ್ರಮಾಣ ಪತ್ರ, ಬ್ಯಾಂಕ್ ಪಾಸ್ ಬುಕ್ ಪ್ರತಿಗಳೊಂದಿಗೆ ಸಲ್ಲಿಸಬೇಕು. xyxy=(1176,1553,1494,1621)
lead-column-3 xyxy=(582,462,847,641)
imprint-footer xyxy=(11,2338,1503,2408)
bank-body xyxy=(609,924,1157,1092)
lead-column-3-tail xyxy=(582,587,847,635)
lead-column-middle xyxy=(300,249,853,731)
lead-headline-main: ವಿದ್ಯಾರ್ಥಿಗಳಿಗೆ ಜಿಲ್ಲಾಡಳಿತದಿಂದ ಸ್ನೇಹಮಯಿ ವಾತಾವರಣ: xyxy=(17,194,808,242)
press-conference-photo xyxy=(305,251,847,462)
quote-icon: ❛ xyxy=(867,249,889,320)
byline: ಹೊಸಪೇಟೆ ಟೈಮ್ಸ್ ನ್ಯೂಸ್ xyxy=(1279,976,1391,991)
person-silhouette xyxy=(455,1365,486,1401)
continued-from-page-note: ಮೊದಲನೇ ಪುಟದಿಂದ: xyxy=(941,2118,1032,2131)
bonded-paragraph: ಬಳ್ಳಾರಿ: ಜೀತ ಕಾರ್ಮಿಕ ಪದ್ಧತಿ, ಬಾಲಕಾರ್ಮಿಕ ಪದ್ಧತಿ ನಿಷೇಧ ಕಾಯ್ದೆ ಜಾರಿಯಲ್ಲಿದ್ದು, ಈ ಅನಿಷ್ಟ ಪದ್ಧತಿಗಳ ನಿರ್ಮೂಲನೆಗೆ ಎಲ್ಲರೂ ಕೈಜೋಡಿಸಬೇಕು ಎಂದು ಹಿರಿಯ ಸಿವಿಲ್ ನ್ಯಾಯಾಧೀಶ ರಾಜೇಶ್ ಎನ್.ಹೊಸಮನೆ ಹೇಳಿದರು. xyxy=(19,1560,298,1622)
byline: ಹೊಸಪೇಟೆ ಟೈಮ್ಸ್ ನ್ಯೂಸ್ xyxy=(1279,2139,1391,2155)
person-silhouette xyxy=(207,1352,239,1390)
middle-band-right xyxy=(601,783,1165,2051)
lead-headline-attrib: ಡಿಸಿ ನಾಗೇಂದ್ರ ಪ್ರಸಾದ್.ಕೆ xyxy=(819,194,1159,242)
article-job-fair xyxy=(11,783,600,1229)
missing-boy2-photo xyxy=(1028,1818,1153,1983)
bank-subhead-case: ಪ್ರಕರಣದ ಹಿನ್ನೆಲೆ: xyxy=(609,993,680,1007)
person-silhouette xyxy=(430,1399,508,1534)
quote-box-sslc xyxy=(859,249,1159,395)
missing-person-paragraph: ಕಾಣೆಯಾದ ಸಂದರ್ಭದಲ್ಲಿ ಅರ್ಧತೋಳಿನ ಸಿಮೆಂಟ್ ಬಣ್ಣದ ಅಂಗಿ, ನೀಲಿ ಬಣ್ಣದ ಪ್ಯಾಂಟ್ ಧರಿಸಿರುತ್ತಾನೆ. ಕನ್ನಡ, ತೆಲುಗು ಭಾಷೆ ಮಾತನಾಡುತ್ತಾನೆ. ಕಾಣೆಯಾದ ವ್ಯಕ್ತಿಯ ಬಗ್ಗೆ ಮಾಹಿತಿ ಸಿಕ್ಕಲ್ಲಿ ಬ್ರೂಸ್‌ಪೇಟೆ ಪೊಲೀಸ್ ಠಾಣೆ ಅಥವಾ ಬಳ್ಳಾರಿ xyxy=(325,2237,659,2283)
today-meeting-paragraph: ಬಳ್ಳಾರಿ: ಬಳ್ಳಾರಿ ನಗರ ಉಪವಿಭಾಗ-1 ವ್ಯಾಪ್ತಿಯ 2 ರ ವ್ಯಾಪ್ತಿಯ ವಿದ್ಯುತ್ ಗ್ರಾಹಕರ ಕುಂದು-ಕೊರತೆಗಳನ್ನು ಆಲಿಸಲು ಫೆ.21 ರಂದು ಬೆಳಿಗ್ಗೆ 11.30 ಗಂಟೆಗೆ ನಗರ ಉಪ-ವಿಭಾಗ ಕಚೇರಿ ಸಭಾಂಗಣದಲ್ಲಿ ವಿದ್ಯುತ್ ಗ್ರಾಹಕರ ಕುಂದು-ಕೊರತೆ ಸಭೆ ಏರ್ಪಡಿಸಲಾಗಿದೆ. ಕುಂದು-ಕೊರತೆಗಳಿರುವ ಎಲ್ಲಾ ಗ್ರಾಹಕರು ಸಭೆಯಲ್ಲಿ ಭಾಗವಹಿಸುವಂತೆ ಜೆಸ್ಕಾಂ ಕಾರ್ಯನಿರ್ವಾಹಕ ಅಭಿಯಂತರರು ಪ್ರಕಟಣೆಯಲ್ಲಿ ತಿಳಿಸಿದ್ದಾರೆ. xyxy=(1176,997,1494,1101)
article-missing-mother-children xyxy=(601,1364,1165,2051)
person-silhouette xyxy=(90,1362,121,1397)
bank-paragraph: ಬಳ್ಳಾರಿ: ಖಾತೆದಾರರ ಅನುಮತಿ ಇಲ್ಲದೆ ಅನಧಿಕೃತವಾಗಿ ಹಣ ವರ್ಗಾವಣೆಯಾದ ಪ್ರಕರಣದಲ್ಲಿ ಗ್ರಾಹಕರಿಗೆ ಆದ ನಷ್ಟವನ್ನು ಮರಳಿಸುವಂತೆ ಬ್ಯಾಂಕಿಗೆ ಜಿಲ್ಲಾ ಗ್ರಾಹಕರ ವ್ಯಾಜ್ಯಗಳ ಪರಿಹಾರ ಆಯೋಗ ಆದೇಶ ನೀಡಿದೆ. xyxy=(609,924,876,986)
savita-paragraph: ಹೆಚ್ಚಿನ ಮಾಹಿತಿಗಾಗಿ ಕರ್ನಾಟಕ ಸವಿತಾ ಸಮಾಜ ಅಭಿವೃದ್ಧಿ ನಿಗಮದ ಜಿಲ್ಲಾ ಕಚೇರಿ ದೂ.08392-267038 ಗೆ ಸಂಪರ್ಕಿಸಬಹುದು ಎಂದು ನಿಗಮದ ಜಿಲ್ಲಾ ವ್ಯವಸ್ಥಾಪಕರು ಪ್ರಕಟಣೆಯಲ್ಲಿ ತಿಳಿಸಿದ್ದಾರೆ. xyxy=(1176,1630,1494,1679)
person-silhouette xyxy=(608,321,642,360)
missing-person-contact xyxy=(667,2283,923,2315)
bonded-paragraph: ಯಾವುದೇ ಕಾರಣಕ್ಕೂ ಮಕ್ಕಳನ್ನು ಕೆಲಸಕ್ಕೆ ಇಟ್ಟುಕೊಳ್ಳುವುದು ಅಪರಾಧ. ಶಾಲೆಯಿಂದ ಹೊರಗುಳಿದ ಮಕ್ಕಳನ್ನು ಮರಳಿ ಶಾಲೆಗೆ ಕರೆತರುವ ಕಾರ್ಯ ಆಗಬೇಕು. ಬಾಲಕಾರ್ಮಿಕ ಪದ್ಧತಿ ಕಂಡುಬಂದಲ್ಲಿ ಸಂಬಂಧಿಸಿದ ಇಲಾಖೆಗೆ ಮಾಹಿತಿ ನೀಡುವಂತೆ ತಿಳಿಸಿದರು. xyxy=(312,1560,592,1622)
article-bank-order xyxy=(601,783,1165,1364)
newspaper-title: ಹೊಸಪೇಟೆ ಟೈಮ್ಸ್ xyxy=(698,48,990,100)
bank-paragraph: ಭಾರತೀಯ ರಿಸರ್ವ್ ಬ್ಯಾಂಕ್ ಮಾರ್ಗಸೂಚಿಯಂತೆ ಮೂರರಿಂದ ಏಳು ದಿನಗಳ ಒಳಗೆ ಗ್ರಾಹಕರ ದೂರು ಇತ್ಯರ್ಥಪಡಿಸಬೇಕಿದ್ದು, ಬ್ಯಾಂಕ್ ನಿರ್ಲಕ್ಷ್ಯ ವಹಿಸಿದೆ ಎಂದು ಆಯೋಗ ಅಭಿಪ್ರಾಯಪಟ್ಟಿದೆ. xyxy=(890,924,1157,969)
person-silhouette xyxy=(984,1448,1070,1549)
lead-column-4-tail xyxy=(859,554,1159,570)
missing-man-photo xyxy=(667,2115,923,2278)
person-silhouette xyxy=(930,1837,987,1904)
event-group-photo xyxy=(19,1314,592,1534)
lead-kicker xyxy=(11,163,1165,192)
person-silhouette xyxy=(1062,1837,1119,1904)
bonded-continuation-paragraph: ಅವರ ಪ್ರಯತ್ನದಿಂದ ಜೀತ ಪದ್ಧತಿಯಿಂದ ಮುಕ್ತರಾದ ಕಾರ್ಮಿಕರಿಗೆ ಪುನರ್ವಸತಿ ಸೌಲಭ್ಯ ಒದಗಿಸಲಾಗುವುದು. ಬಾಲಕಾರ್ಮಿಕ ಪದ್ಧತಿ ವಿರುದ್ಧದ ಜಾಗೃತಿ ಕಾರ್ಯಕ್ರಮಗಳು ನಿರಂತರವಾಗಿ ನಡೆಯಲಿವೆ ಎಂದು ಅಧಿಕಾರಿಗಳು ತಿಳಿಸಿದರು. xyxy=(19,2058,306,2119)
lead-paragraph: ಜಿಲ್ಲಾ ಪಂಚಾಯತ್ ಮುಖ್ಯ ಕಾರ್ಯನಿರ್ವಾಹಕ ಅಧಿಕಾರಿ ಮಹಮ್ಮದ್ ಹಾರಿಸ್ ಸುಮೇರ್ ಅವರು ಮಾತನಾಡಿದರು. xyxy=(305,604,576,635)
press-desk xyxy=(307,420,846,461)
job-fair-registration-link: ನೋಂದಾಯಿಸಿಕೊಳ್ಳಲು https://forms.gle/xffk84NMQZEomds86 ಲಿಂಕ್ ಗೆ ಭೇಟಿ ನೀಡಬೇಕು. xyxy=(312,916,592,962)
job-fair-headline: ನಾಳೆ ಬೃಹತ್ ಉದ್ಯೋಗ ಮೇಳ xyxy=(109,793,502,838)
bonded-labour-headline xyxy=(19,1237,592,1307)
missing-description-boy2: ಸಾತ್ರಿಕ್: ಸುಮಾರು 2.4 ಅಡಿ ಎತ್ತರ, ದುಂಡಾನೆ ಮುಖ, ಗೋಧಿ ಮೈಬಣ್ಣ, ಹಳದಿ ಬಣ್ಣದ ಟೀ ಶರ್ಟ್ ಧರಿಸಿರುತ್ತಾನೆ. xyxy=(609,1670,889,1700)
savita-body xyxy=(1176,1324,1494,1682)
sapling-plant xyxy=(277,1432,323,1474)
quote-icon: ❛ xyxy=(867,398,889,473)
person-silhouette xyxy=(742,330,774,367)
lead-paragraph: ಈ ವೇಳೆ ಅಪರ ಜಿಲ್ಲಾಧಿಕಾರಿ ಮಹಮ್ಮದ್ ಯುನಿಸ್.ಎನ್ ಇದ್ದರು. xyxy=(879,555,1126,569)
